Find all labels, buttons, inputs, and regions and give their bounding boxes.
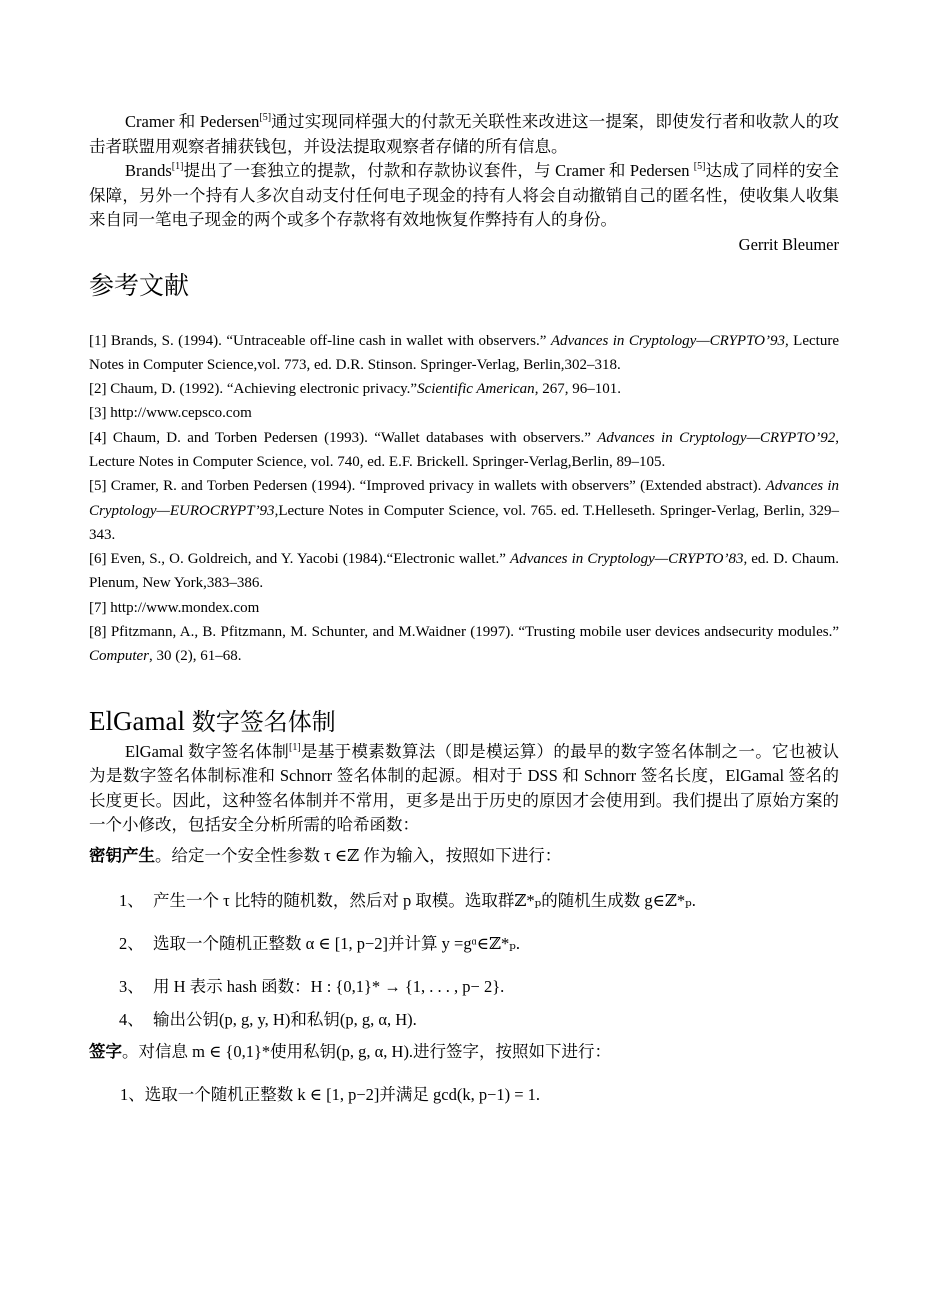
references-heading: 参考文献 (89, 270, 190, 300)
p1-text-b: 通过实现同样强大的付款无关联性来改进这一提案，即使发行者和收款人的攻击者联盟用观察者捕获钱包，并设法提取观察者存储的所有信息。 (89, 112, 839, 156)
citation-ref: [1] (171, 161, 184, 172)
sign-step: 1、选取一个随机正整数 k ∈ [1, p−2]并满足 gcd(k, p−1) = 1. (120, 1084, 541, 1104)
step-number: 2、 (119, 933, 144, 953)
step-number: 1、 (119, 890, 144, 910)
reference-text: [6] Even, S., O. Goldreich, and Y. Yacobi (1984).“Electronic wallet.” (89, 551, 511, 568)
p1-text-a: Cramer 和 Pedersen (125, 112, 260, 131)
intro-paragraph-2 (89, 159, 839, 233)
reference-item (89, 596, 839, 620)
reference-text: [1] Brands, S. (1994). “Untraceable off-line cash in wallet with observers.” (89, 332, 551, 349)
p2-text-a: Brands (125, 161, 172, 180)
elgamal-heading (89, 703, 839, 740)
reference-text: [4] Chaum, D. and Torben Pedersen (1993). “Wallet databases with observers.” (89, 429, 598, 446)
step-number: 4、 (119, 1009, 144, 1029)
reference-item (89, 401, 839, 425)
reference-item (89, 547, 839, 596)
step-text: 输出公钥(p, g, y, H)和私钥(p, g, α, H). (153, 1009, 417, 1029)
reference-venue: Advances in Cryptology—CRYPTO’83 (510, 551, 744, 568)
reference-venue: Advances in Cryptology—CRYPTO’93 (550, 332, 785, 349)
citation-ref: [5] (259, 112, 272, 123)
reference-details: , ed. D. Chaum. Plenum, New York,383–386. (89, 551, 839, 592)
reference-item (89, 426, 839, 475)
reference-item (89, 474, 839, 547)
reference-text: [2] Chaum, D. (1992). “Achieving electronic privacy.” (89, 381, 418, 398)
reference-details: , Lecture Notes in Computer Science, vol. 740, ed. E.F. Brickell. Springer-Verlag,Berlin, 89–105. (89, 429, 839, 470)
reference-venue: Advances in Cryptology—CRYPTO’92 (597, 429, 836, 446)
reference-text: [7] http://www.mondex.com (89, 599, 260, 616)
elgamal-heading-latin: ElGamal (89, 705, 192, 736)
intro-paragraph-1 (89, 110, 839, 159)
reference-text: [5] Cramer, R. and Torben Pedersen (1994). “Improved privacy in wallets with observers” (Extended abstract). (89, 478, 766, 495)
reference-details: , 267, 96–101. (534, 381, 621, 398)
step-number: 3、 (119, 976, 144, 996)
reference-details: ,Lecture Notes in Computer Science, vol. 765. ed. T.Helleseth. Springer-Verlag, Berlin, 329–343. (89, 502, 839, 543)
keygen-step (89, 932, 839, 956)
step-text: 用 H 表示 hash 函数：H : {0,1}* → {1, . . . , p− 2}. (153, 976, 505, 996)
sign-text: 。对信息 m ∈ {0,1}*使用私钥(p, g, α, H).进行签字，按照如下进行： (122, 1041, 612, 1061)
sign-section (89, 1040, 839, 1064)
elgamal-text-b: 是基于模素数算法（即是模运算）的最早的数字签名体制之一。它也被认为是数字签名体制标准和 Schnorr 签名体制的起源。相对于 DSS 和 Schnorr 签名长度，ElGamal 签名的长度更长。因此，这种签名体制并不常用，更多是出于历史的原因才会使用到。我们提出了原始方案的一个小修改，包括安全分析所需的哈希函数： (89, 741, 839, 835)
p2-text-b: 提出了一套独立的提款，付款和存款协议套件，与 Cramer 和 Pedersen (183, 161, 694, 180)
reference-details: , Lecture Notes in Computer Science,vol. 773, ed. D.R. Stinson. Springer-Verlag, Berlin,302–318. (89, 332, 839, 373)
step-text: 选取一个随机正整数 α ∈ [1, p−2]并计算 y =gᵅ∈ℤ*ₚ. (153, 933, 520, 953)
elgamal-intro-paragraph (89, 740, 839, 838)
elgamal-text-a: ElGamal 数字签名体制 (125, 741, 290, 761)
reference-item (89, 377, 839, 401)
reference-text: [3] http://www.cepsco.com (89, 405, 252, 422)
citation-ref: [5] (693, 161, 706, 172)
keygen-label: 密钥产生 (89, 845, 155, 865)
keygen-text: 。给定一个安全性参数 τ ∈ℤ 作为输入，按照如下进行： (155, 845, 562, 865)
keygen-step (89, 975, 839, 999)
keygen-step (89, 1008, 839, 1032)
step-text: 产生一个 τ 比特的随机数，然后对 p 取模。选取群ℤ*ₚ的随机生成数 g∈ℤ*ₚ. (153, 890, 696, 910)
keygen-section (89, 844, 839, 868)
citation-ref: [1] (289, 741, 301, 753)
reference-text: [8] Pfitzmann, A., B. Pfitzmann, M. Schunter, and M.Waidner (1997). “Trusting mobile user devices andsecurity modules.” (89, 624, 839, 641)
reference-details: , 30 (2), 61–68. (149, 648, 242, 665)
reference-venue: Computer (89, 648, 149, 665)
elgamal-heading-cjk: 数字签名体制 (191, 707, 336, 736)
reference-venue: Advances in Cryptology—EUROCRYPT’93 (89, 478, 839, 519)
reference-item (89, 620, 839, 669)
keygen-step (89, 889, 839, 913)
reference-list (89, 329, 839, 669)
sign-label: 签字 (89, 1041, 122, 1061)
document-page (89, 110, 839, 1107)
reference-item (89, 329, 839, 378)
reference-venue: Scientific American (417, 381, 535, 398)
author-name: Gerrit Bleumer (738, 234, 839, 254)
p2-text-c: 达成了同样的安全保障，另外一个持有人多次自动支付任何电子现金的持有人将会自动撤销自己的匿名性，使收集人收集来自同一笔电子现金的两个或多个存款将有效地恢复作弊持有人的身份。 (89, 161, 839, 229)
